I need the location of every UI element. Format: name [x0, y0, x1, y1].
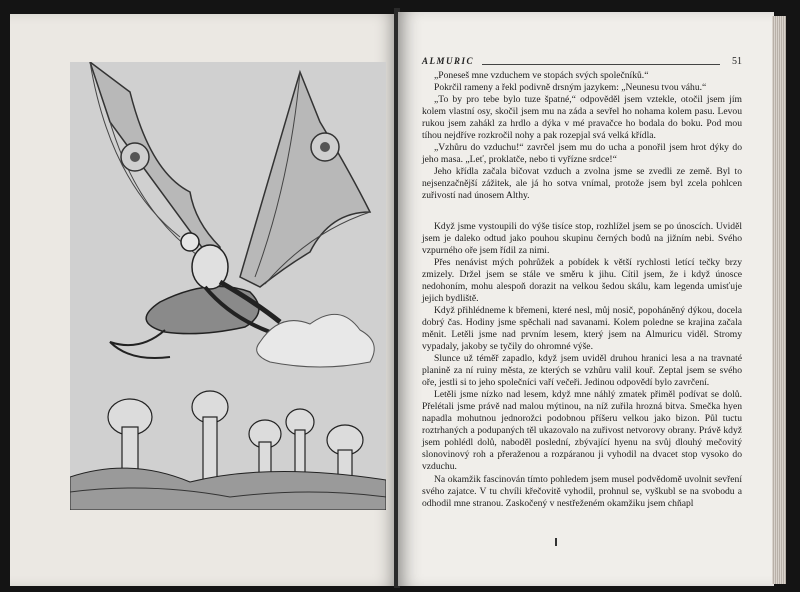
book-illustration: [70, 62, 386, 510]
paragraph: Když přihlédneme k břemeni, které nesl, můj nosič, popoháněný dýkou, docela dobrý čas. Hodiny jsme spěchali nad savanami. Kolem poledne se krajina začala měnit. Letěli jsme nad prvním lesem, který jsem na Almuricu viděl. Stromy vypadaly, jakoby se tyčily do ohromné výše.: [422, 304, 742, 352]
paragraph: Když jsme vystoupili do výše tisíce stop, rozhlížel jsem se po únoscích. Uviděl jsem je daleko odtud jako pouhou skupinu černých bodů na jižním nebi. Svého vzpurného oře jsem řídil za nimi.: [422, 220, 742, 256]
paragraph: „Poneseš mne vzduchem ve stopách svých společníků.“: [434, 70, 649, 81]
header-rule: [482, 64, 720, 65]
running-head: [422, 56, 742, 70]
paragraph: „Vzhůru do vzduchu!“ zavrčel jsem mu do ucha a ponořil jsem hrot dýky do jeho masa. „Leť, proklatče, nebo ti vyřízne srdce!“: [422, 142, 742, 166]
page-number: 51: [732, 56, 742, 67]
page-mark: [555, 538, 557, 546]
paragraph: Pokrčil rameny a řekl podivně drsným jazykem: „Neunesu tvou váhu.“: [434, 82, 707, 94]
paragraph: Jeho křídla začala bičovat vzduch a zvolna jsme se zvedli ze země. Byl to nejsenzačnější zážitek, ale já ho sotva vnímal, protože jsem byl zcela pohlcen zuřivostí nad únosem Althy.: [422, 166, 742, 202]
running-title: ALMURIC: [422, 56, 475, 66]
paragraph: Přes nenávist mých pohrůžek a pobídek k větší rychlosti letící tečky brzy zmizely. Držel jsem se stále ve směru k jihu. Cítil jsem, že i když únosce nedohoním, mohu alespoň dorazit na velkou šedou skálu, kam legenda umisťuje jejich bydliště.: [422, 256, 742, 304]
paragraph: Letěli jsme nízko nad lesem, když mne náhlý zmatek přiměl podívat se dolů. Přelétali jsme právě nad malou mýtinou, na níž zuřila hrozná bitva. Smečka hyen napadla mohutnou jednorožci podobnou příšeru velkou jako bizon. Půl tuctu roztrhaných a podupaných těl ukazovalo na zuřivost netvorovy obrany. Právě když jsem pohlédl dolů, naboděl poslední, zbývající hyenu na svůj dlouhý mečovitý slonovinový roh a přeraženou a rozpáranou ji vyhodil na dvacet stop vysoko do vzduchu.: [422, 389, 742, 473]
paragraph: „To by pro tebe bylo tuze špatné,“ odpověděl jsem vztekle, otočil jsem jím kolem vlastní osy, skočil jsem mu na záda a sevřel ho nohama kolem pasu. Levou rukou jsem zahákl za hrdlo a dýka v mé pravačce ho bodala do boku. Pod mou tíhou nejdříve rozkročil nohy a pak rozepjal svá velká křídla.: [422, 94, 742, 142]
page-edges: [772, 16, 786, 584]
paragraph: Slunce už téměř zapadlo, když jsem uviděl druhou hranici lesa a na travnaté planině za ní ruiny města, ze kterých se vzhůru valil kouř. Zeptal jsem se svého oře, jestli si to jeho společníci vaří večeři. Jedinou odpovědí bylo zavrčení.: [422, 353, 742, 389]
paragraph: Na okamžik fascinován tímto pohledem jsem musel podvědomě uvolnit sevření svého zajatce. V tu chvíli křečovitě vyhodil, prohnul se, vyškubl se na svobodu a odhodil mne stranou. Zaskočený v nestřeženém okamžiku jsem chňapl: [422, 473, 742, 509]
winged-creature-illustration: [70, 62, 386, 510]
body-text: [422, 70, 742, 510]
